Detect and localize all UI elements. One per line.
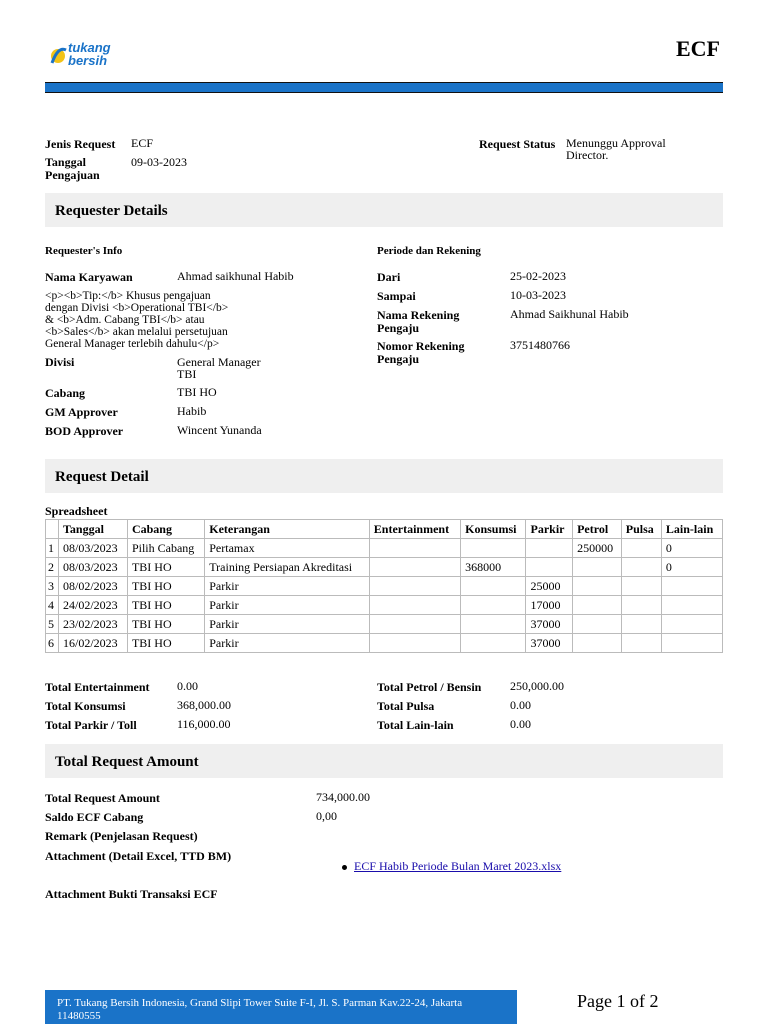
table-cell: 4: [46, 596, 59, 615]
table-cell: 37000: [526, 634, 573, 653]
logo-text-bottom: bersih: [68, 53, 108, 68]
table-cell: Training Persiapan Akreditasi: [205, 558, 370, 577]
table-cell: [573, 577, 622, 596]
table-row: [46, 596, 723, 615]
tip-line: General Manager terlebih dahulu</p>: [45, 338, 220, 350]
table-cell: [461, 596, 526, 615]
table-cell: [369, 615, 460, 634]
table-cell: Parkir: [205, 596, 370, 615]
table-cell: 08/02/2023: [59, 577, 128, 596]
nama-rekening-label: [377, 309, 459, 335]
table-cell: TBI HO: [127, 558, 204, 577]
bod-approver-label: BOD Approver: [45, 424, 124, 438]
document-code: ECF: [676, 36, 720, 61]
nama-rekening-line2: Pengaju: [377, 321, 419, 335]
table-cell: [661, 615, 722, 634]
attachment-label: Attachment (Detail Excel, TTD BM): [45, 849, 232, 863]
table-cell: 08/03/2023: [59, 539, 128, 558]
total-request-amount-label: Total Request Amount: [45, 791, 160, 805]
table-cell: 3: [46, 577, 59, 596]
section-title: Request Detail: [55, 469, 149, 485]
table-cell: 2: [46, 558, 59, 577]
table-cell: [621, 596, 661, 615]
column-header-parkir: Parkir: [526, 520, 573, 539]
dari-label: Dari: [377, 270, 401, 284]
tanggal-label-line1: Tanggal: [45, 155, 86, 169]
table-cell: [573, 558, 622, 577]
jenis-request-value: ECF: [131, 136, 154, 150]
status-line2: Director.: [566, 148, 609, 162]
table-cell: [461, 539, 526, 558]
total-value: 0.00: [510, 698, 531, 712]
sampai-label: Sampai: [377, 289, 416, 303]
table-cell: [573, 634, 622, 653]
nomor-rekening-label: [377, 340, 464, 366]
table-cell: 37000: [526, 615, 573, 634]
column-header-index: [46, 520, 59, 539]
saldo-ecf-label: Saldo ECF Cabang: [45, 810, 144, 824]
saldo-ecf-value: 0,00: [316, 809, 337, 823]
jenis-request-label: Jenis Request: [45, 137, 116, 151]
table-row: [46, 539, 723, 558]
total-label: Total Lain-lain: [377, 718, 454, 732]
company-logo: [48, 36, 124, 72]
footer-address: [45, 990, 517, 1024]
spreadsheet-table: [45, 519, 723, 653]
table-cell: [526, 558, 573, 577]
table-cell: 08/03/2023: [59, 558, 128, 577]
total-label: Total Petrol / Bensin: [377, 680, 482, 694]
tip-text: [45, 290, 305, 350]
table-cell: [369, 634, 460, 653]
table-cell: 1: [46, 539, 59, 558]
total-label: Total Konsumsi: [45, 699, 126, 713]
gm-approver-value: Habib: [177, 404, 207, 418]
table-cell: [661, 634, 722, 653]
table-cell: TBI HO: [127, 634, 204, 653]
tip-line: <b>Sales</b> akan melalui persetujuan: [45, 326, 228, 338]
total-label: Total Entertainment: [45, 680, 150, 694]
column-header-keterangan: Keterangan: [205, 520, 370, 539]
request-status-label: Request Status: [479, 137, 556, 151]
table-cell: [621, 558, 661, 577]
attachment-link[interactable]: ECF Habib Periode Bulan Maret 2023.xlsx: [354, 859, 562, 873]
section-title: Total Request Amount: [55, 754, 199, 770]
table-row: [46, 577, 723, 596]
request-status-value: [566, 137, 666, 161]
cabang-value: TBI HO: [177, 385, 217, 399]
table-cell: Parkir: [205, 577, 370, 596]
tip-line: & <b>Adm. Cabang TBI</b> atau: [45, 314, 205, 326]
dari-value: 25-02-2023: [510, 269, 566, 283]
table-cell: Parkir: [205, 615, 370, 634]
total-request-amount-value: 734,000.00: [316, 790, 370, 804]
header-divider-bar: [45, 82, 723, 93]
table-cell: TBI HO: [127, 577, 204, 596]
table-cell: Parkir: [205, 634, 370, 653]
total-label: Total Parkir / Toll: [45, 718, 137, 732]
column-header-tanggal: Tanggal: [59, 520, 128, 539]
bukti-transaksi-label: Attachment Bukti Transaksi ECF: [45, 887, 218, 901]
table-cell: [461, 634, 526, 653]
table-cell: 25000: [526, 577, 573, 596]
total-value: 116,000.00: [177, 717, 231, 731]
table-cell: [369, 558, 460, 577]
total-value: 0.00: [177, 679, 198, 693]
nomor-rekening-line2: Pengaju: [377, 352, 419, 366]
table-cell: [526, 539, 573, 558]
bod-approver-value: Wincent Yunanda: [177, 423, 262, 437]
table-cell: [661, 577, 722, 596]
table-cell: TBI HO: [127, 615, 204, 634]
column-header-petrol: Petrol: [573, 520, 622, 539]
table-cell: 23/02/2023: [59, 615, 128, 634]
table-cell: TBI HO: [127, 596, 204, 615]
section-title: Requester Details: [55, 203, 168, 219]
table-cell: 0: [661, 539, 722, 558]
table-cell: [621, 539, 661, 558]
table-cell: [621, 577, 661, 596]
nomor-rekening-line1: Nomor Rekening: [377, 339, 465, 353]
tip-line: dengan Divisi <b>Operational TBI</b>: [45, 302, 229, 314]
column-header-cabang: Cabang: [127, 520, 204, 539]
table-cell: [461, 615, 526, 634]
table-cell: [573, 615, 622, 634]
divisi-line2: TBI: [177, 367, 197, 381]
tip-line: <p><b>Tip:</b> Khusus pengajuan: [45, 290, 211, 302]
nama-karyawan-value: Ahmad saikhunal Habib: [177, 269, 294, 283]
remark-label: Remark (Penjelasan Request): [45, 829, 198, 843]
column-header-entertainment: Entertainment: [369, 520, 460, 539]
table-cell: [621, 615, 661, 634]
column-header-konsumsi: Konsumsi: [461, 520, 526, 539]
divisi-label: Divisi: [45, 355, 75, 369]
divisi-line1: General Manager: [177, 355, 261, 369]
table-cell: [369, 539, 460, 558]
tanggal-pengajuan-label: [45, 156, 100, 182]
requester-info-heading: Requester's Info: [45, 245, 123, 257]
total-label: Total Pulsa: [377, 699, 435, 713]
footer-address-line2: 11480555: [57, 1010, 101, 1022]
divisi-value: [177, 356, 261, 380]
bullet-icon: [342, 865, 347, 870]
table-cell: [621, 634, 661, 653]
nama-rekening-value: Ahmad Saikhunal Habib: [510, 307, 629, 321]
column-header-pulsa: Pulsa: [621, 520, 661, 539]
table-cell: Pilih Cabang: [127, 539, 204, 558]
table-row: [46, 615, 723, 634]
table-header-row: [46, 520, 723, 539]
nomor-rekening-value: 3751480766: [510, 338, 570, 352]
column-header-lain-lain: Lain-lain: [661, 520, 722, 539]
total-value: 368,000.00: [177, 698, 231, 712]
logo-text-top: tukang: [68, 40, 111, 55]
table-cell: Pertamax: [205, 539, 370, 558]
spreadsheet-label: Spreadsheet: [45, 504, 108, 518]
table-cell: 5: [46, 615, 59, 634]
request-detail-section: [45, 459, 723, 493]
sampai-value: 10-03-2023: [510, 288, 566, 302]
table-cell: 16/02/2023: [59, 634, 128, 653]
page-number: Page 1 of 2: [577, 991, 659, 1011]
table-cell: [573, 596, 622, 615]
cabang-label: Cabang: [45, 386, 86, 400]
table-cell: 17000: [526, 596, 573, 615]
table-cell: [369, 577, 460, 596]
periode-rekening-heading: Periode dan Rekening: [377, 245, 481, 257]
nama-karyawan-label: Nama Karyawan: [45, 270, 133, 284]
table-cell: 24/02/2023: [59, 596, 128, 615]
table-cell: 368000: [461, 558, 526, 577]
footer-address-line1: PT. Tukang Bersih Indonesia, Grand Slipi Tower Suite F-I, Jl. S. Parman Kav.22-24, Jakarta: [57, 997, 463, 1009]
requester-details-section: [45, 193, 723, 227]
tanggal-pengajuan-value: 09-03-2023: [131, 155, 187, 169]
table-cell: [661, 596, 722, 615]
table-row: [46, 558, 723, 577]
table-cell: 250000: [573, 539, 622, 558]
table-cell: 6: [46, 634, 59, 653]
total-value: 250,000.00: [510, 679, 564, 693]
gm-approver-label: GM Approver: [45, 405, 118, 419]
attachment-list-item: [342, 860, 561, 872]
table-cell: [461, 577, 526, 596]
table-cell: [369, 596, 460, 615]
status-line1: Menunggu Approval: [566, 136, 666, 150]
total-value: 0.00: [510, 717, 531, 731]
table-row: [46, 634, 723, 653]
tanggal-label-line2: Pengajuan: [45, 168, 100, 182]
total-request-section: [45, 744, 723, 778]
table-cell: 0: [661, 558, 722, 577]
nama-rekening-line1: Nama Rekening: [377, 308, 460, 322]
